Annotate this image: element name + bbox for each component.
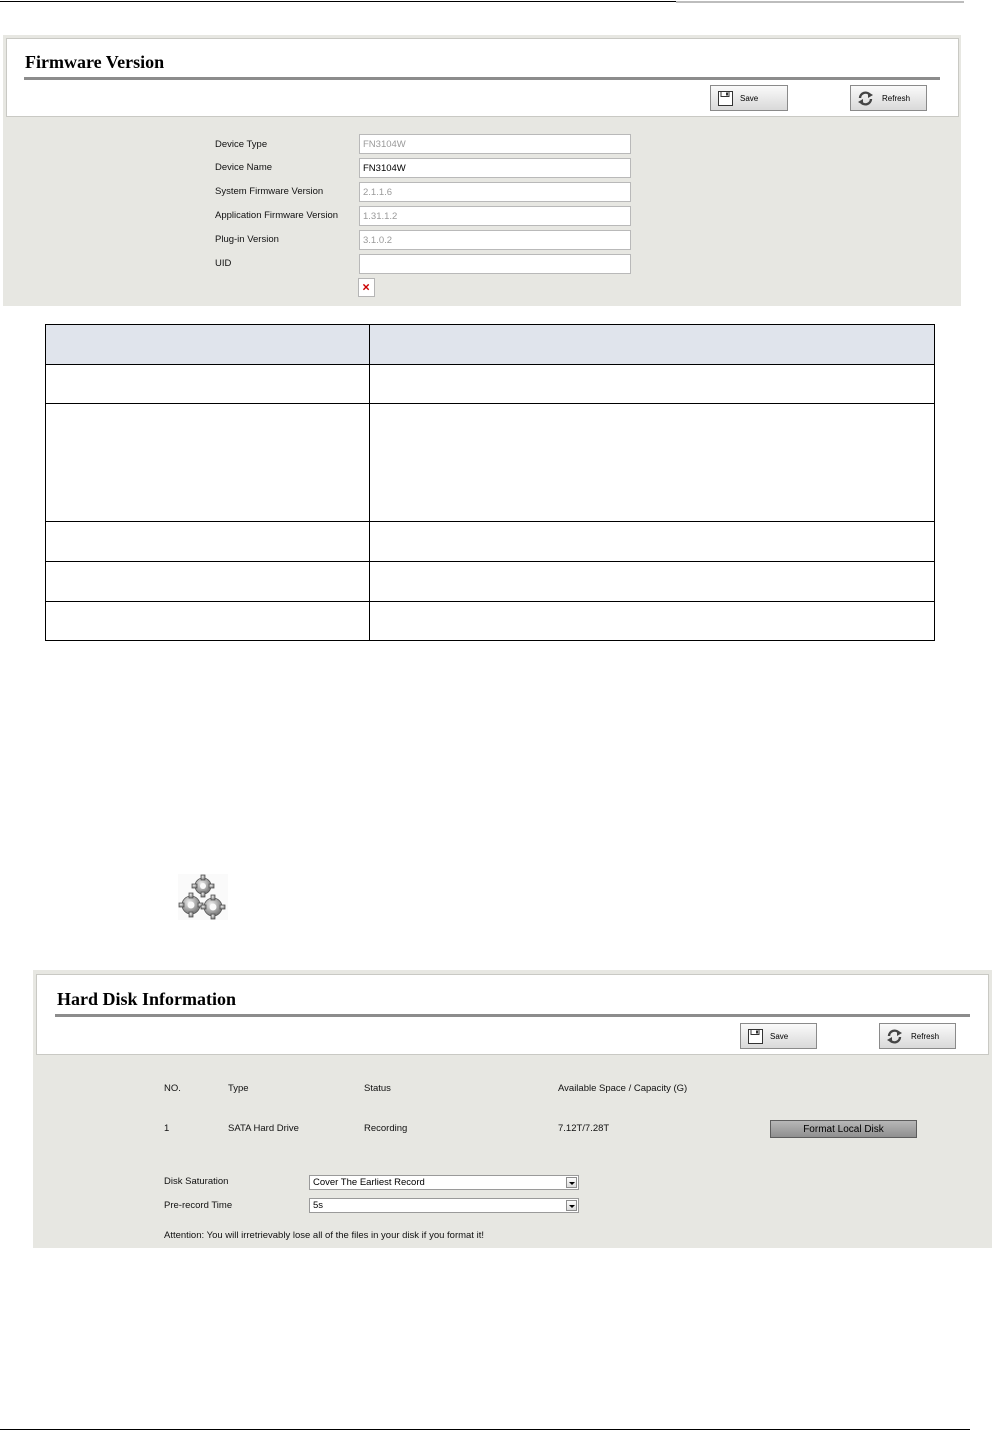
disk-saturation-label: Disk Saturation <box>164 1176 229 1187</box>
refresh-icon <box>857 90 874 107</box>
prerecord-time-value: 5s <box>313 1200 324 1211</box>
application-firmware-field: 1.31.1.2 <box>359 206 631 226</box>
system-firmware-field: 2.1.1.6 <box>359 182 631 202</box>
table-cell <box>46 404 370 522</box>
table-cell <box>46 602 370 641</box>
harddisk-save-label: Save <box>770 1032 789 1041</box>
page-top-rule-accent <box>676 1 964 3</box>
page-bottom-rule <box>0 1429 970 1430</box>
floppy-disk-icon <box>747 1028 764 1045</box>
col-header-status: Status <box>364 1083 391 1094</box>
harddisk-panel-title: Hard Disk Information <box>57 989 237 1009</box>
uid-input[interactable] <box>359 254 631 274</box>
device-name-input[interactable]: FN3104W <box>359 158 631 178</box>
firmware-panel-title: Firmware Version <box>25 52 165 72</box>
gears-icon <box>178 874 228 920</box>
table-cell <box>46 522 370 562</box>
device-type-label: Device Type <box>215 139 268 150</box>
disk-row-status: Recording <box>364 1123 408 1134</box>
disk-row-no: 1 <box>164 1123 170 1134</box>
device-name-label: Device Name <box>215 162 273 173</box>
chevron-down-icon[interactable] <box>566 1177 577 1188</box>
col-header-no: NO. <box>164 1083 181 1094</box>
table-row <box>46 562 935 602</box>
floppy-disk-icon <box>717 90 734 107</box>
col-header-type: Type <box>228 1083 249 1094</box>
disk-row-space: 7.12T/7.28T <box>558 1123 610 1134</box>
firmware-title-rule <box>24 77 940 80</box>
disk-saturation-select[interactable] <box>309 1175 579 1190</box>
table-cell <box>370 404 935 522</box>
harddisk-title-rule <box>55 1014 970 1017</box>
table-cell <box>370 365 935 404</box>
firmware-save-button[interactable] <box>710 85 788 111</box>
table-header-cell <box>46 325 370 365</box>
format-attention-text: Attention: You will irretrievably lose all of the files in your disk if you format it! <box>164 1230 484 1241</box>
parameter-table <box>45 324 935 641</box>
table-cell <box>370 522 935 562</box>
disk-saturation-value: Cover The Earliest Record <box>313 1177 425 1188</box>
application-firmware-label: Application Firmware Version <box>215 210 339 221</box>
refresh-icon <box>886 1028 903 1045</box>
plugin-version-label: Plug-in Version <box>215 234 279 245</box>
table-cell <box>46 562 370 602</box>
harddisk-save-button[interactable] <box>740 1023 817 1049</box>
format-local-disk-button[interactable]: Format Local Disk <box>770 1120 917 1138</box>
harddisk-refresh-label: Refresh <box>911 1032 940 1041</box>
table-row <box>46 522 935 562</box>
col-header-space: Available Space / Capacity (G) <box>558 1083 688 1094</box>
broken-image-icon <box>358 278 375 297</box>
disk-row-type: SATA Hard Drive <box>228 1123 299 1134</box>
prerecord-time-select[interactable] <box>309 1198 579 1213</box>
prerecord-time-label: Pre-record Time <box>164 1200 233 1211</box>
table-row <box>46 404 935 522</box>
firmware-refresh-button[interactable] <box>850 85 927 111</box>
table-header-row <box>46 325 935 365</box>
system-firmware-label: System Firmware Version <box>215 186 324 197</box>
harddisk-refresh-button[interactable] <box>879 1023 956 1049</box>
device-type-field: FN3104W <box>359 134 631 154</box>
table-cell <box>370 602 935 641</box>
table-row <box>46 365 935 404</box>
table-cell <box>46 365 370 404</box>
plugin-version-field: 3.1.0.2 <box>359 230 631 250</box>
table-header-cell <box>370 325 935 365</box>
table-row <box>46 602 935 641</box>
firmware-refresh-label: Refresh <box>882 94 911 103</box>
firmware-save-label: Save <box>740 94 759 103</box>
uid-label: UID <box>215 258 232 269</box>
chevron-down-icon[interactable] <box>566 1200 577 1211</box>
table-cell <box>370 562 935 602</box>
